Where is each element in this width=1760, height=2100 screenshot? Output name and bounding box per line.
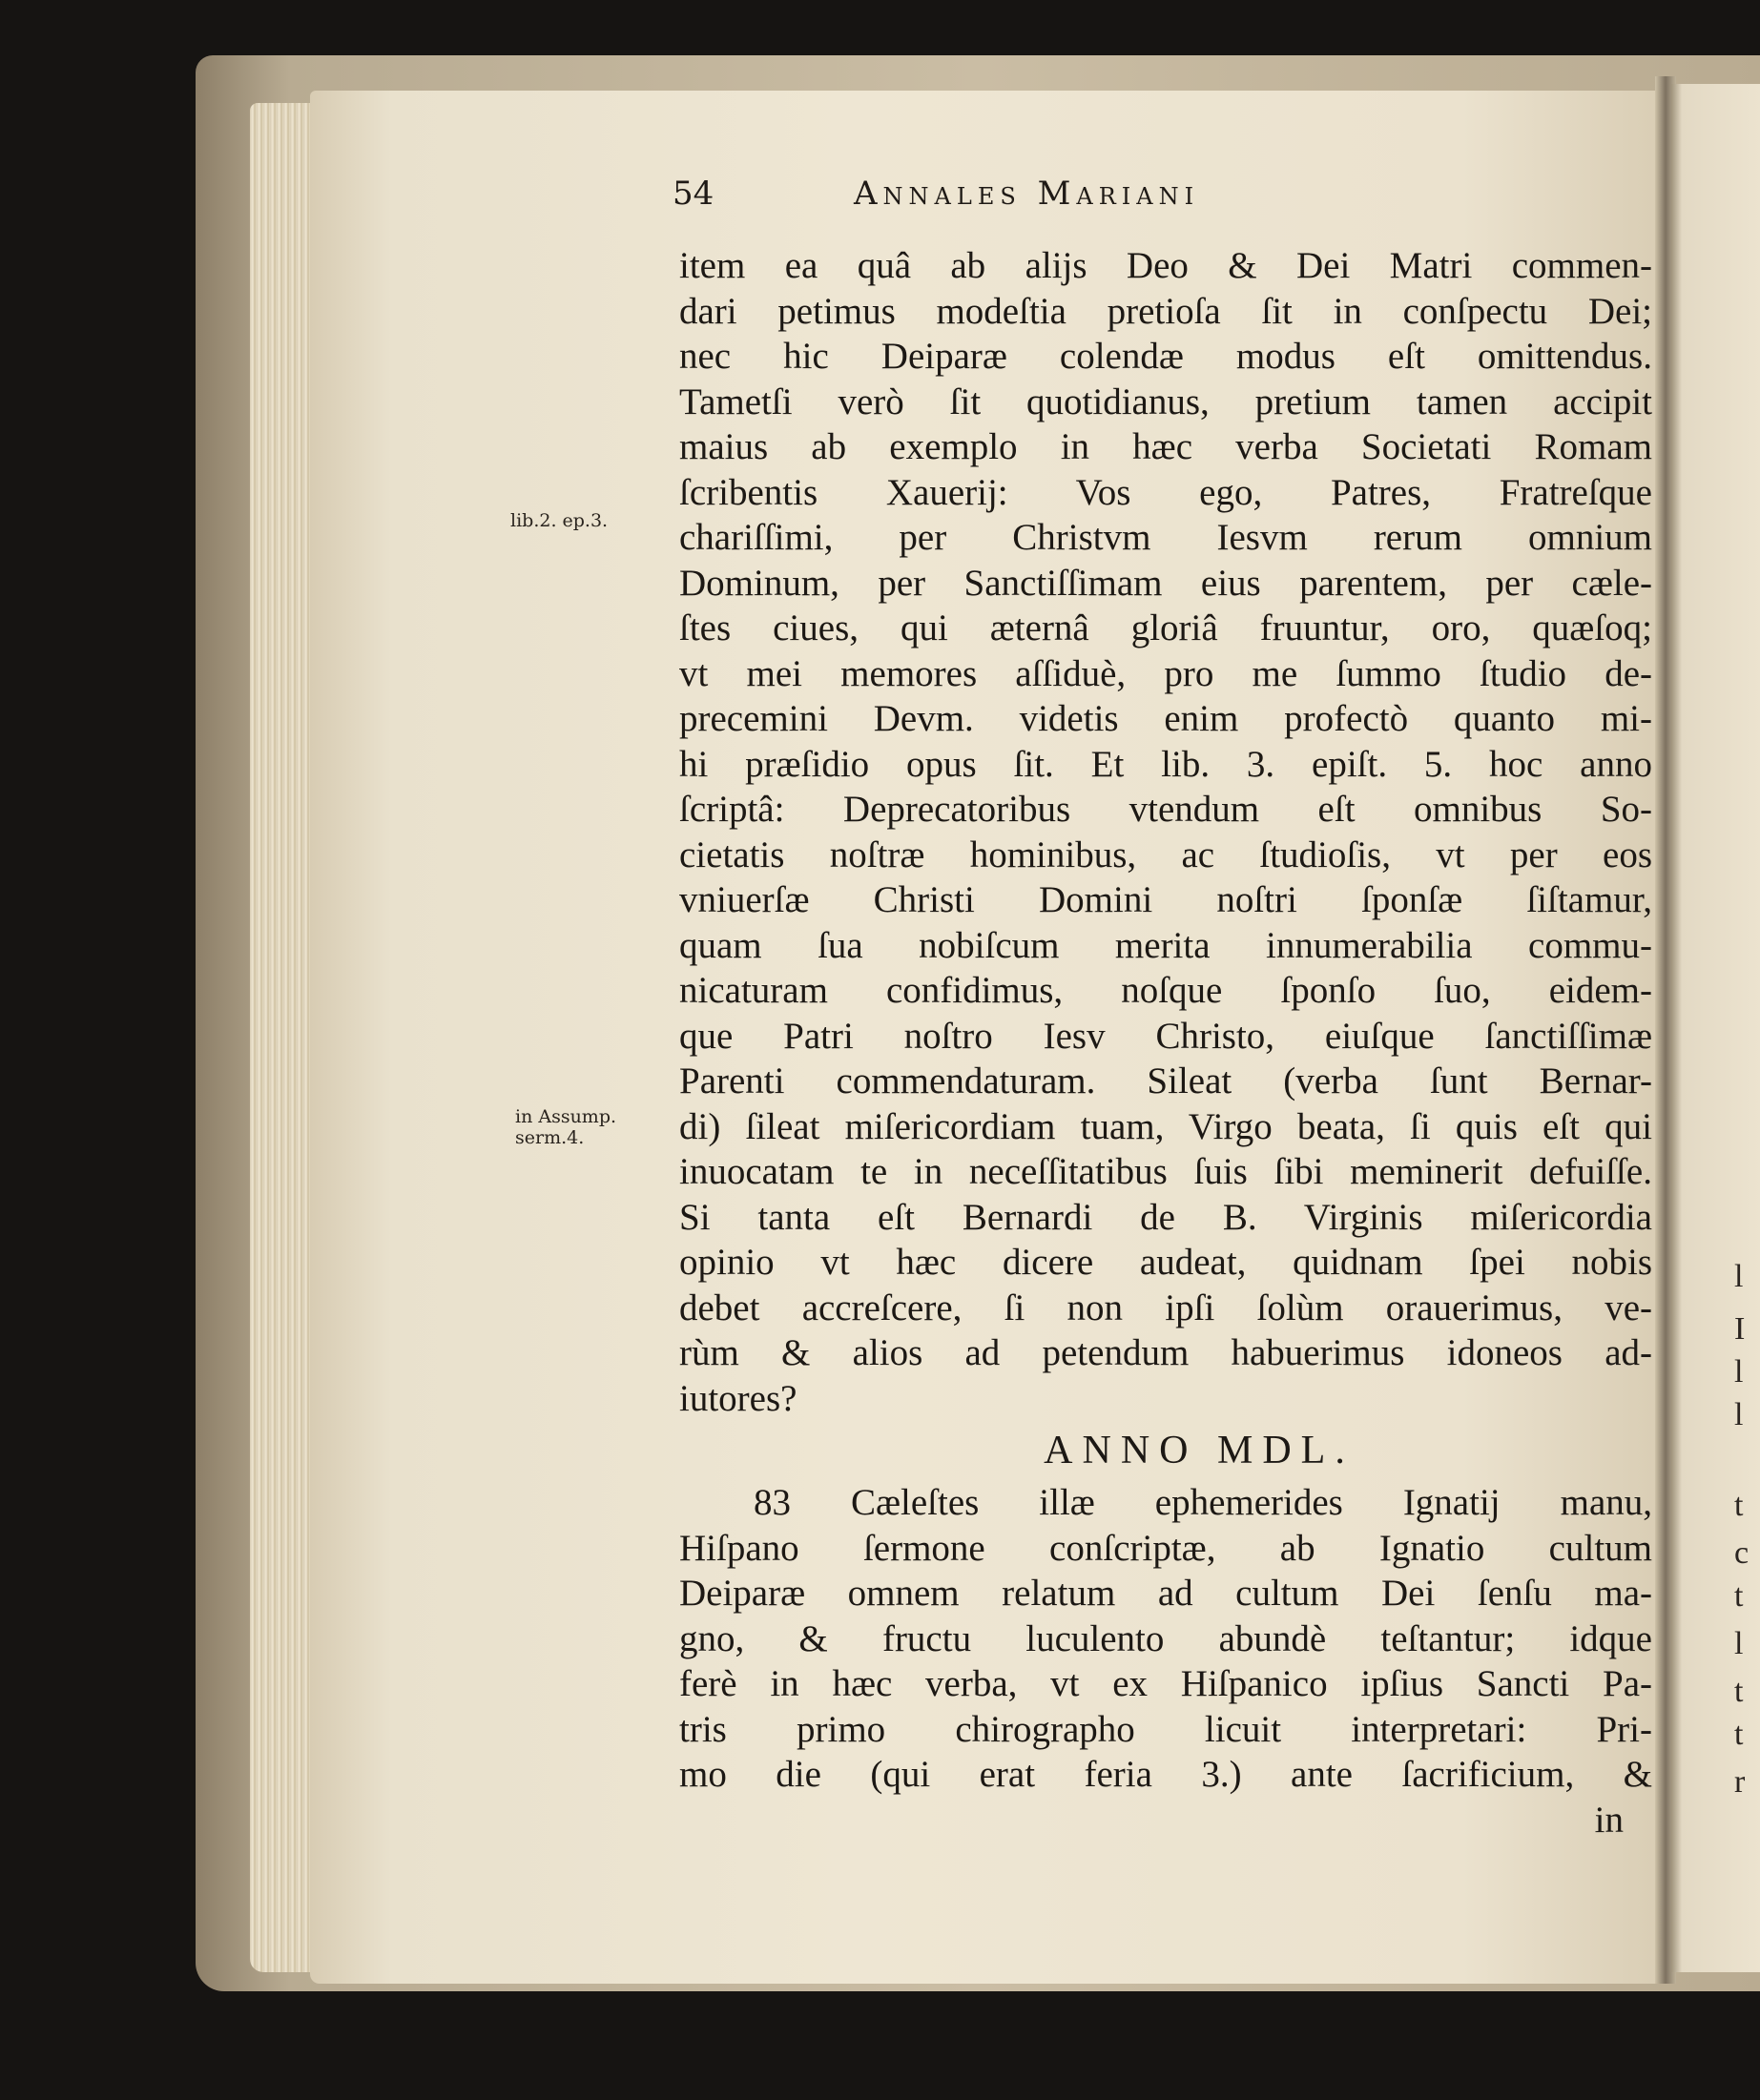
facing-letter: t: [1734, 1674, 1744, 1709]
text-line: hi præſidio opus ſit. Et lib. 3. epiſt. 5. hoc anno: [679, 743, 1652, 785]
facing-letter: r: [1734, 1764, 1746, 1800]
facing-letter: l: [1734, 1259, 1744, 1294]
facing-letter: l: [1734, 1626, 1744, 1661]
text-line: iutores?: [679, 1377, 797, 1419]
text-line: Dominum, per Sanctiſſimam eius parentem, per cæle-: [679, 562, 1652, 604]
text-line: inuocatam te in neceſſitatibus ſuis ſibi meminerit defuiſſe.: [679, 1151, 1652, 1192]
facing-letter: I: [1734, 1311, 1746, 1347]
facing-letter: t: [1734, 1488, 1744, 1523]
running-title: Annales Mariani: [854, 175, 1200, 213]
page-header: [673, 167, 1669, 224]
text-line: nec hic Deiparæ colendæ modus eſt omittendus.: [679, 336, 1652, 377]
facing-letter: c: [1734, 1535, 1750, 1571]
text-line: Parenti commendaturam. Sileat (verba ſunt Bernar-: [679, 1060, 1652, 1101]
text-line: 83 Cæleſtes illæ ephemerides Ignatij manu,: [754, 1482, 1652, 1523]
facing-letter: l: [1734, 1397, 1744, 1432]
facing-letter: t: [1734, 1578, 1744, 1614]
marginal-note-2: in Assump. serm.4.: [515, 1106, 617, 1148]
text-line: Deiparæ omnem relatum ad cultum Dei ſenſu ma-: [679, 1573, 1652, 1614]
text-line: vt mei memores aſſiduè, pro me ſummo ſtudio de-: [679, 652, 1652, 694]
text-line: debet accreſcere, ſi non ipſi ſolùm orauerimus, ve-: [679, 1287, 1652, 1328]
text-line: Hiſpano ſermone conſcriptæ, ab Ignatio cultum: [679, 1527, 1652, 1569]
page-edges: [250, 103, 317, 1972]
text-line: cietatis noſtræ hominibus, ac ſtudioſis, vt per eos: [679, 834, 1652, 875]
text-line: chariſſimi, per Christvm Iesvm rerum omnium: [679, 517, 1652, 558]
text-line: vniuerſæ Christi Domini noſtri ſponſæ ſiſtamur,: [679, 879, 1652, 920]
text-line: di) ſileat miſericordiam tuam, Virgo beata, ſi quis eſt qui: [679, 1105, 1652, 1147]
text-line: tris primo chirographo licuit interpretari: Pri-: [679, 1708, 1652, 1750]
page-number: 54: [673, 175, 714, 213]
text-line: opinio vt hæc dicere audeat, quidnam ſpei nobis: [679, 1242, 1652, 1283]
text-line: maius ab exemplo in hæc verba Societati Romam: [679, 426, 1652, 467]
catchword: in: [1594, 1799, 1624, 1841]
text-line: ſcriptâ: Deprecatoribus vtendum eſt omnibus So-: [679, 789, 1652, 830]
text-line: rùm & alios ad petendum habuerimus idoneos ad-: [679, 1332, 1652, 1373]
text-line: ferè in hæc verba, vt ex Hiſpanico ipſius Sancti Pa-: [679, 1663, 1652, 1704]
text-line: ſtes ciues, qui æternâ gloriâ fruuntur, oro, quæſoq;: [679, 607, 1652, 649]
text-line: Si tanta eſt Bernardi de B. Virginis miſericordia: [679, 1196, 1652, 1238]
text-line: mo die (qui erat feria 3.) ante ſacrificium, &: [679, 1754, 1652, 1795]
facing-letter: l: [1734, 1354, 1744, 1390]
text-line: nicaturam confidimus, noſque ſponſo ſuo, eidem-: [679, 970, 1652, 1011]
text-line: ſcribentis Xauerij: Vos ego, Patres, Fratreſque: [679, 471, 1652, 513]
page-body-text: [679, 243, 1652, 1843]
text-line: item ea quâ ab alijs Deo & Dei Matri commen-: [679, 245, 1652, 286]
facing-letter: t: [1734, 1717, 1744, 1752]
section-heading: ANNO MDL.: [1044, 1429, 1355, 1472]
text-line: precemini Devm. videtis enim profectò quanto mi-: [679, 698, 1652, 739]
text-line: dari petimus modeſtia pretioſa ſit in conſpectu Dei;: [679, 290, 1652, 332]
text-line: gno, & fructu luculento abundè teſtantur; idque: [679, 1617, 1652, 1659]
marginal-note-1: lib.2. ep.3.: [510, 510, 609, 531]
text-line: quam ſua nobiſcum merita innumerabilia commu-: [679, 924, 1652, 966]
text-line: Tametſi verò ſit quotidianus, pretium tamen accipit: [679, 381, 1652, 422]
text-line: que Patri noſtro Iesv Christo, eiuſque ſanctiſſimæ: [679, 1015, 1652, 1057]
facing-page: [1671, 84, 1760, 1972]
